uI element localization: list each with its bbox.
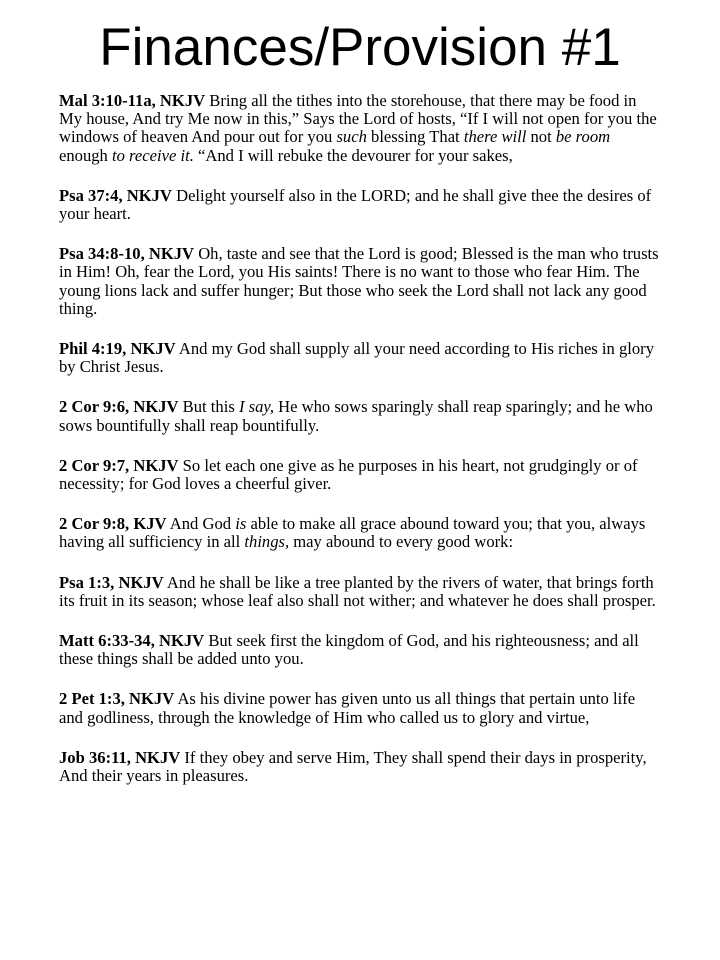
verse-reference: 2 Pet 1:3, NKJV (59, 689, 175, 709)
verse-2cor-9-7: 2 Cor 9:7, NKJV So let each one give as he purposes in his heart, not grudgingly or of necessity; for God loves a cheerful giver. (59, 455, 638, 494)
verse-2cor-9-8: 2 Cor 9:8, KJV And God is able to make all grace abound toward you; that you, always having all sufficiency in all things, may abound to every good work: (59, 514, 646, 552)
verse-reference: 2 Cor 9:7, NKJV (59, 455, 179, 475)
verse-psa-34-8: Psa 34:8-10, NKJV Oh, taste and see that the Lord is good; Blessed is the man who trusts in Him! Oh, fear the Lord, you His saints! There is no want to those who fear Him. The young lions lack and suffer hunger; But those who seek the Lord shall not lack any good thing. (59, 244, 659, 318)
verse-reference: Psa 37:4, NKJV (59, 185, 172, 205)
verse-2cor-9-6: 2 Cor 9:6, NKJV But this I say, He who sows sparingly shall reap sparingly; and he who sows bountifully shall reap bountifully. (59, 397, 653, 435)
page-title: Finances/Provision #1 (99, 18, 621, 77)
verse-reference: Psa 1:3, NKJV (59, 572, 164, 592)
verse-reference: 2 Cor 9:6, NKJV (59, 397, 179, 417)
verse-reference: 2 Cor 9:8, KJV (59, 514, 167, 534)
verse-reference: Job 36:11, NKJV (59, 747, 181, 767)
verse-job-36-11: Job 36:11, NKJV If they obey and serve Him, They shall spend their days in prosperity, And their years in pleasures. (59, 747, 647, 786)
verse-matt-6-33: Matt 6:33-34, NKJV But seek first the kingdom of God, and his righteousness; and all these things shall be added unto you. (59, 631, 639, 669)
verse-psa-1-3: Psa 1:3, NKJV And he shall be like a tree planted by the rivers of water, that brings forth its fruit in its season; whose leaf also shall not wither; and whatever he does shall prosper. (59, 572, 656, 610)
verse-list (59, 92, 659, 807)
verse-psa-37-4: Psa 37:4, NKJV Delight yourself also in the LORD; and he shall give thee the desires of your heart. (59, 185, 652, 224)
verse-reference: Mal 3:10-11a, NKJV (59, 91, 206, 110)
verse-mal-3-10: Mal 3:10-11a, NKJV Bring all the tithes into the storehouse, that there may be food in My house, And try Me now in this,” Says the Lord of hosts, “If I will not open for you the windows of heaven And pour out for you such blessing That there will not be room enough to receive it. “And I will rebuke the devourer for your sakes, (59, 91, 657, 165)
verse-reference: Phil 4:19, NKJV (59, 339, 176, 359)
verse-reference: Psa 34:8-10, NKJV (59, 244, 195, 264)
verse-reference: Matt 6:33-34, NKJV (59, 631, 205, 651)
verse-phil-4-19: Phil 4:19, NKJV And my God shall supply all your need according to His riches in glory by Christ Jesus. (59, 339, 654, 377)
verse-2pet-1-3: 2 Pet 1:3, NKJV As his divine power has given unto us all things that pertain unto life and godliness, through the knowledge of Him who called us to glory and virtue, (59, 689, 636, 727)
